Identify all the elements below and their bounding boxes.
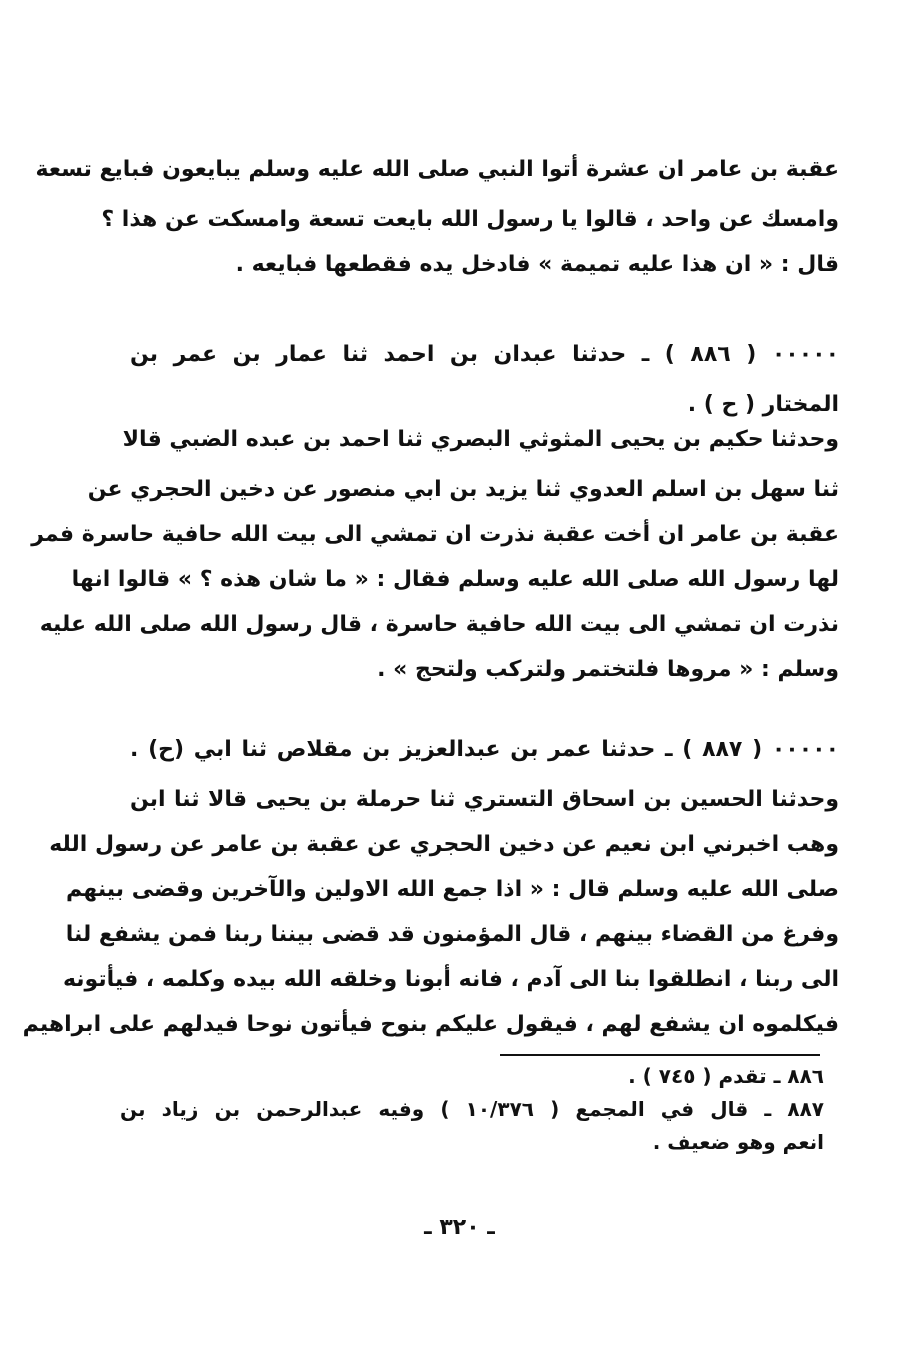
text-line: وامسك عن واحد ، قالوا يا رسول الله بايعت تسعة وامسكت عن هذا ؟ — [101, 207, 839, 232]
text-line: عقبة بن عامر ان أخت عقبة نذرت ان تمشي الى بيت الله حافية حاسرة فمر — [31, 522, 839, 547]
text-line: قال : « ان هذا عليه تميمة » فادخل يده فقطعها فبايعه . — [235, 252, 839, 277]
footnote-divider — [500, 1054, 820, 1056]
hadith-heading-886-continued: المختار ( ح ) . — [687, 392, 839, 417]
text-line: وهب اخبرني ابن نعيم عن دخين الحجري عن عقبة بن عامر عن رسول الله — [49, 832, 839, 857]
text-line: وسلم : « مروها فلتختمر ولتركب ولتحج » . — [377, 657, 839, 682]
text-line: ثنا سهل بن اسلم العدوي ثنا يزيد بن ابي منصور عن دخين الحجري عن — [87, 477, 839, 502]
text-line: نذرت ان تمشي الى بيت الله حافية حاسرة ، قال رسول الله صلى الله عليه — [39, 612, 839, 637]
text-line: عقبة بن عامر ان عشرة أتوا النبي صلى الله عليه وسلم يبايعون فبايع تسعة — [35, 157, 839, 182]
text-line: صلى الله عليه وسلم قال : « اذا جمع الله الاولين والآخرين وقضى بينهم — [66, 877, 839, 902]
footnote-886: ٨٨٦ ـ تقدم ( ٧٤٥ ) . — [628, 1064, 824, 1088]
text-line: لها رسول الله صلى الله عليه وسلم فقال : « ما شان هذه ؟ » قالوا انها — [71, 567, 839, 592]
text-line: وحدثنا حكيم بن يحيى المثوثي البصري ثنا احمد بن عبده الضبي قالا — [122, 427, 839, 452]
text-line: فيكلموه ان يشفع لهم ، فيقول عليكم بنوح فيأتون نوحا فيدلهم على ابراهيم — [22, 1012, 839, 1037]
text-line: وفرغ من القضاء بينهم ، قال المؤمنون قد قضى بيننا ربنا فمن يشفع لنا — [65, 922, 839, 947]
hadith-heading-887: ٠٠٠٠٠ ( ٨٨٧ ) ـ حدثنا عمر بن عبدالعزيز بن مقلاص ثنا ابي (ح) . — [130, 737, 839, 762]
footnote-887: ٨٨٧ ـ قال في المجمع ( ١٠/٣٧٦ ) وفيه عبدالرحمن بن زياد بن — [120, 1097, 824, 1121]
hadith-heading-886: ٠٠٠٠٠ ( ٨٨٦ ) ـ حدثنا عبدان بن احمد ثنا عمار بن عمر بن — [130, 342, 840, 367]
footnote-887-continued: انعم وهو ضعيف . — [652, 1130, 824, 1154]
text-line: وحدثنا الحسين بن اسحاق التستري ثنا حرملة بن يحيى قالا ثنا ابن — [130, 787, 839, 812]
text-line: الى ربنا ، انطلقوا بنا الى آدم ، فانه أبونا وخلقه الله بيده وكلمه ، فيأتونه — [62, 967, 839, 992]
page-number: ـ ٣٢٠ ـ — [424, 1215, 495, 1240]
